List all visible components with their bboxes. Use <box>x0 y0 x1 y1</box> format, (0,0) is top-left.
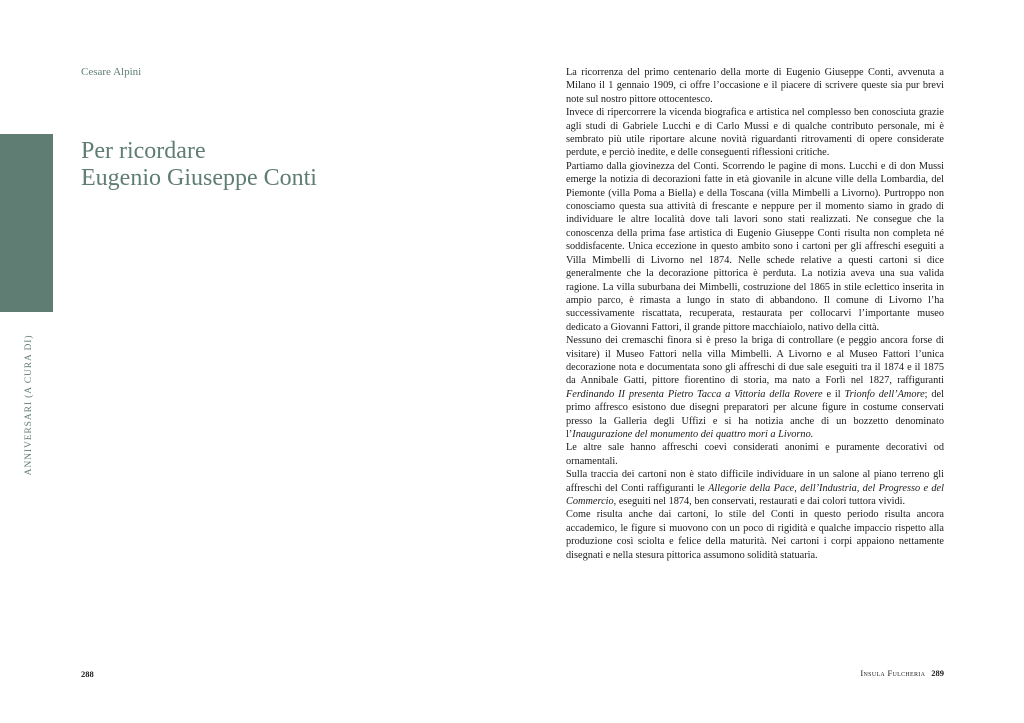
running-footer <box>860 668 944 678</box>
left-page-number: 288 <box>81 669 94 679</box>
body-text: e il <box>822 388 845 400</box>
section-side-label-text: ANNIVERSARI (A CURA DI) <box>24 334 34 476</box>
body-text: La ricorrenza del primo centenario della morte di Eugenio Giuseppe Conti, avvenuta a Milano il 1 gennaio 1909, ci offre l’occasione e il piacere di scrivere queste sia pur brevi note sul nostro pittore ottocentesco. <box>566 67 944 105</box>
body-text: Come risulta anche dai cartoni, lo stile del Conti in questo periodo risulta ancora accademico, le figure si muovono con un poco di rigidità e qualche impaccio rispetto alla produzione così sciolta e felice della maturità. Nei cartoni i corpi appaiono nettamente disegnati e nella stesura pittorica assumono solidità statuaria. <box>566 509 944 561</box>
italic-title: Ferdinando II presenta Pietro Tacca a Vittoria della Rovere <box>566 388 823 400</box>
body-text: Invece di ripercorrere la vicenda biografica e artistica nel complesso ben conosciuta grazie agli studi di Gabriele Lucchi e di Carlo Mussi e di qualche contributo personale, mi è sembrato più utile riportare alcune novità riguardanti ritrovamenti di opere considerate perdute, e perciò inedite, e delle conseguenti riflessioni critiche. <box>566 107 944 159</box>
italic-title: Allegorie della Pace, dell’Industria, del Progresso e del Commercio <box>566 482 944 507</box>
article-title-line: Eugenio Giuseppe Conti <box>81 165 317 191</box>
body-paragraph <box>566 441 944 468</box>
body-text: ; del primo affresco esistono due disegni preparatori per alcune figure in costume conservati presso la Galleria degli Uffizi e si ha notizia anche di un bozzetto denominato l’ <box>566 388 944 440</box>
body-text: Sulla traccia dei cartoni non è stato difficile individuare in un salone al piano terreno gli affreschi del Conti raffiguranti le <box>566 469 944 494</box>
body-text: Le altre sale hanno affreschi coevi considerati anonimi e puramente decorativi od ornamentali. <box>566 442 944 467</box>
right-page-number: 289 <box>931 668 944 678</box>
article-body <box>566 66 944 562</box>
body-paragraph <box>566 334 944 441</box>
body-text: , eseguiti nel 1874, ben conservati, restaurati e dai colori tuttora vividi. <box>613 496 906 507</box>
body-paragraph <box>566 508 944 562</box>
italic-title: Inaugurazione del monumento dei quattro mori a Livorno. <box>572 428 814 440</box>
body-paragraph <box>566 106 944 160</box>
body-text: Nessuno dei cremaschi finora si è preso la briga di controllare (e peggio ancora forse di visitare) il Museo Fattori nella villa Mimbelli. A Livorno e al Museo Fattori l’unica decorazione nota e documentata sono gli affreschi di due sale eseguiti tra il 1874 e il 1875 da Annibale Gatti, pittore fiorentino di storia, ma nato a Forlì nel 1827, raffiguranti <box>566 335 944 387</box>
section-color-block <box>0 134 53 312</box>
article-title <box>81 138 317 192</box>
italic-title: Trionfo dell’Amore <box>844 388 925 400</box>
body-paragraph <box>566 468 944 508</box>
article-author: Cesare Alpini <box>81 66 142 78</box>
journal-name: Insula Fulcheria <box>860 668 926 678</box>
body-text: Partiamo dalla giovinezza del Conti. Scorrendo le pagine di mons. Lucchi e di don Mussi emerge la notizia di decorazioni fatte in età giovanile in alcune ville della Lombardia, del Piemonte (villa Poma a Biella) e della Toscana (villa Mimbelli a Livorno). Purtroppo non conosciamo questa sua attività di frescante e neppure per il momento siamo in grado di individuare le altre località dove tali lavori sono stati realizzati. Ne consegue che la conoscenza della prima fase artistica di Eugenio Giuseppe Conti risulta non completa né soddisfacente. Unica eccezione in questo ambito sono i cartoni per gli affreschi eseguiti a Villa Mimbelli di Livorno nel 1874. Nelle schede relative a questi cartoni si dice generalmente che la decorazione pittorica è perduta. La notizia aveva una sua valida ragione. La villa suburbana dei Mimbelli, costruzione del 1865 in stile eclettico inserita in ampio parco, è rimasta a lungo in stato di abbandono. Il comune di Livorno l’ha successivamente riscattata, recuperata, restaurata per collocarvi l’importante museo dedicato a Giovanni Fattori, il grande pittore macchiaiolo, nativo della città. <box>566 160 944 333</box>
section-side-label <box>22 334 36 476</box>
body-paragraph <box>566 160 944 334</box>
body-paragraph <box>566 66 944 106</box>
article-title-line: Per ricordare <box>81 138 206 164</box>
